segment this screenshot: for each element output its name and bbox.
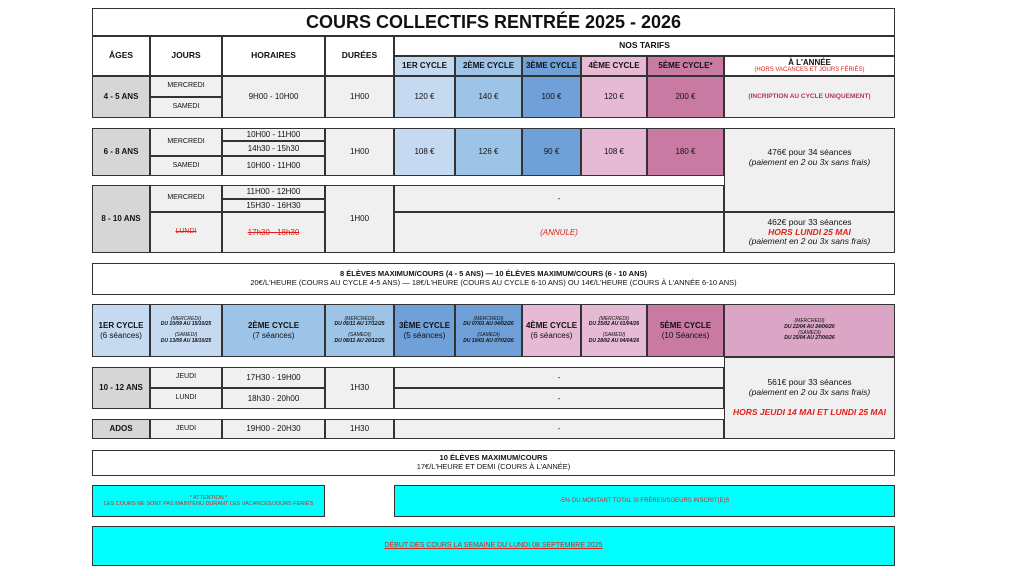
attention-title: * ATTENTION * xyxy=(189,494,228,501)
cycle-3-d4: DU 10/01 AU 07/02/26 xyxy=(463,337,514,344)
header-cycle-3: 3ÈME CYCLE xyxy=(522,56,581,76)
annee-810-exception: HORS LUNDI 25 MAI xyxy=(768,226,851,237)
price-68-c5: 180 € xyxy=(647,128,724,176)
header-durees: DURÉES xyxy=(325,36,394,76)
header-annee-label: À L'ANNÉE xyxy=(788,57,831,67)
horaire-68-3: 10H00 - 11H00 xyxy=(222,156,325,176)
info-box-tarifs-line1: 8 ÉLÈVES MAXIMUM/COURS (4 - 5 ANS) — 10 ÉLÈVES MAXIMUM/COURS (6 - 10 ANS) xyxy=(340,269,647,279)
header-cycle-4: 4ÈME CYCLE xyxy=(581,56,647,76)
info-box-tarifs xyxy=(92,263,895,295)
horaire-ados: 19H00 - 20H30 xyxy=(222,419,325,439)
info-box-tarifs-line2: 20€/L'HEURE (COURS AU CYCLE 4-5 ANS) — 18€/L'HEURE (COURS AU CYCLE 6-10 ANS) OU 14€/L'HEURE (COURS À L'ANNÉE 6-10 ANS) xyxy=(250,278,737,287)
day-lundi-810: LUNDI xyxy=(150,212,222,253)
age-6-8: 6 - 8 ANS xyxy=(92,128,150,176)
header-jours: JOURS xyxy=(150,36,222,76)
header-horaires: HORAIRES xyxy=(222,36,325,76)
cycle-5-sessions: (10 Séances) xyxy=(661,330,710,340)
cycle-4-d1: (MERCREDI) xyxy=(599,315,629,322)
duree-1012: 1H30 xyxy=(325,367,394,409)
age-10-12: 10 - 12 ANS xyxy=(92,367,150,409)
annee-1012-payment: (paiement en 2 ou 3x sans frais) xyxy=(748,387,871,398)
cycle-2-dates xyxy=(325,304,394,357)
annee-810-price: 462€ pour 33 séances xyxy=(767,216,852,227)
info-box-ados xyxy=(92,450,895,476)
price-68-c4: 108 € xyxy=(581,128,647,176)
cycle-4-title xyxy=(522,304,581,357)
cycle-5-dates xyxy=(724,304,895,357)
cycle-3-dates xyxy=(455,304,522,357)
price-68-c3: 90 € xyxy=(522,128,581,176)
header-nos-tarifs: NOS TARIFS xyxy=(394,36,895,56)
cycle-1-sessions: (6 séances) xyxy=(100,330,142,340)
duree-68: 1H00 xyxy=(325,128,394,176)
price-1012-jeudi: - xyxy=(394,367,724,388)
cycle-5-name: 5ÈME CYCLE xyxy=(659,321,712,331)
cycle-3-name: 3ÈME CYCLE xyxy=(398,321,451,331)
cycle-2-d1: (MERCREDI) xyxy=(344,315,375,322)
header-ages: ÂGES xyxy=(92,36,150,76)
cycle-3-title xyxy=(394,304,455,357)
horaire-810-3: 17h30 - 18h30 xyxy=(222,212,325,253)
start-date-box: DÉBUT DES COURS LA SEMAINE DU LUNDI 08 SEPTEMBRE 2025 xyxy=(92,526,895,566)
duree-ados: 1H30 xyxy=(325,419,394,439)
duree-45: 1H00 xyxy=(325,76,394,118)
cycle-2-d2: DU 05/11 AU 17/12/25 xyxy=(334,321,385,328)
age-ados: ADOS xyxy=(92,419,150,439)
cycle-4-d4: DU 28/02 AU 04/04/26 xyxy=(588,337,640,344)
price-810-lundi: (ANNULE) xyxy=(394,212,724,253)
header-cycle-2: 2ÈME CYCLE xyxy=(455,56,522,76)
cycle-1-title xyxy=(92,304,150,357)
cycle-2-sessions: (7 séances) xyxy=(252,330,295,340)
cycle-1-d4: DU 13/09 AU 18/10/25 xyxy=(160,337,212,344)
cycle-1-name: 1ER CYCLE xyxy=(98,321,144,331)
annee-68 xyxy=(724,128,895,212)
day-samedi-68: SAMEDI xyxy=(150,156,222,176)
horaire-68-1: 10H00 - 11H00 xyxy=(222,128,325,141)
age-4-5: 4 - 5 ANS xyxy=(92,76,150,118)
price-45-c1: 120 € xyxy=(394,76,455,118)
cycle-4-dates xyxy=(581,304,647,357)
info-box-ados-line2: 17€/L'HEURE ET DEMI (COURS À L'ANNÉE) xyxy=(416,462,571,471)
cycle-5-d2: DU 22/04 AU 24/06/26 xyxy=(784,323,835,330)
cycle-3-sessions: (5 séances) xyxy=(403,330,446,340)
cycle-5-d4: DU 25/04 AU 27/06/26 xyxy=(784,335,835,342)
price-45-c4: 120 € xyxy=(581,76,647,118)
price-45-c2: 140 € xyxy=(455,76,522,118)
duree-810: 1H00 xyxy=(325,185,394,253)
price-1012-lundi: - xyxy=(394,388,724,409)
price-68-c2: 126 € xyxy=(455,128,522,176)
cycle-2-d3: (SAMEDI) xyxy=(348,332,371,338)
cycle-4-d3: (SAMEDI) xyxy=(602,332,626,338)
cycle-4-d2: DU 25/02 AU 01/04/26 xyxy=(588,321,640,328)
horaire-1012-1: 17H30 - 19H00 xyxy=(222,367,325,388)
day-mercredi-45: MERCREDI xyxy=(150,76,222,97)
horaire-1012-2: 18h30 - 20h00 xyxy=(222,388,325,409)
horaire-68-2: 14h30 - 15h30 xyxy=(222,141,325,156)
annee-810 xyxy=(724,212,895,253)
cycle-1-d3: (SAMEDI) xyxy=(174,332,198,338)
annee-1012 xyxy=(724,357,895,439)
info-box-ados-line1: 10 ÉLÈVES MAXIMUM/COURS xyxy=(439,453,548,463)
horaire-45: 9H00 - 10H00 xyxy=(222,76,325,118)
horaire-810-1: 11H00 - 12H00 xyxy=(222,185,325,199)
price-45-c5: 200 € xyxy=(647,76,724,118)
cycle-4-name: 4ÈME CYCLE xyxy=(525,321,578,331)
price-810-mercredi: - xyxy=(394,185,724,212)
header-cycle-1: 1ER CYCLE xyxy=(394,56,455,76)
cycle-1-d2: DU 10/09 AU 15/10/25 xyxy=(160,321,212,328)
cycle-3-d3: (SAMEDI) xyxy=(477,332,500,338)
page-title: COURS COLLECTIFS RENTRÉE 2025 - 2026 xyxy=(92,8,895,36)
cycle-5-d1: (MERCREDI) xyxy=(794,318,825,324)
annee-1012-exception: HORS JEUDI 14 MAI ET LUNDI 25 MAI xyxy=(732,406,887,417)
day-mercredi-68: MERCREDI xyxy=(150,128,222,156)
age-8-10: 8 - 10 ANS xyxy=(92,185,150,253)
cycle-2-name: 2ÈME CYCLE xyxy=(247,321,300,331)
day-lundi-1012: LUNDI xyxy=(150,388,222,409)
price-ados: - xyxy=(394,419,724,439)
price-68-c1: 108 € xyxy=(394,128,455,176)
annee-810-payment: (paiement en 2 ou 3x sans frais) xyxy=(748,236,871,247)
day-samedi-45: SAMEDI xyxy=(150,97,222,118)
day-jeudi-ados: JEUDI xyxy=(150,419,222,439)
attention-text: LES COURS NE SONT PAS MAINTENU DURANT LES VACANCES/JOURS FÉRIÉS xyxy=(103,501,314,507)
cycle-2-title xyxy=(222,304,325,357)
cycle-1-d1: (MERCREDI) xyxy=(171,315,201,322)
reduction-box: -5% DU MONTANT TOTAL SI FRÈRES/SOEURS INSCRIT(E)S xyxy=(394,485,895,517)
price-45-c3: 100 € xyxy=(522,76,581,118)
annee-1012-price: 561€ pour 33 séances xyxy=(767,377,852,388)
cycle-2-d4: DU 08/11 AU 20/12/25 xyxy=(334,337,385,344)
annee-68-price: 476€ pour 34 séances xyxy=(767,147,852,157)
cycle-1-dates xyxy=(150,304,222,357)
header-cycle-5: 5ÈME CYCLE* xyxy=(647,56,724,76)
header-annee-note: (HORS VACANCES ET JOURS FÉRIÉS) xyxy=(754,67,865,74)
horaire-810-2: 15H30 - 16H30 xyxy=(222,199,325,212)
attention-box xyxy=(92,485,325,517)
annee-45: (INCRIPTION AU CYCLE UNIQUEMENT) xyxy=(724,76,895,118)
cycle-3-d2: DU 07/01 AU 04/02/26 xyxy=(463,321,514,328)
cycle-5-title xyxy=(647,304,724,357)
cycle-3-d1: (MERCREDI) xyxy=(473,315,504,322)
annee-68-payment: (paiement en 2 ou 3x sans frais) xyxy=(748,156,871,167)
day-jeudi-1012: JEUDI xyxy=(150,367,222,388)
header-annee xyxy=(724,56,895,76)
cycle-5-d3: (SAMEDI) xyxy=(798,329,821,336)
cycle-4-sessions: (6 séances) xyxy=(530,330,573,340)
day-mercredi-810: MERCREDI xyxy=(150,185,222,212)
